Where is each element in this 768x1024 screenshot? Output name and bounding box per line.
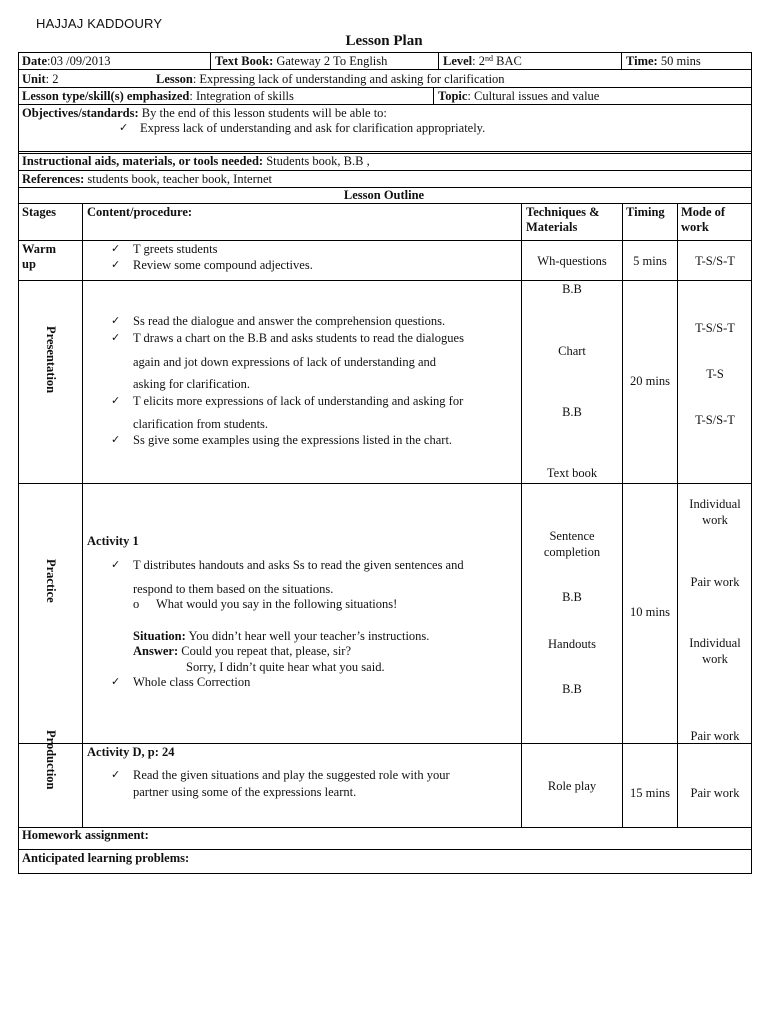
header-mode: Mode of	[681, 205, 726, 219]
lesson-field: Lesson: Expressing lack of understanding and asking for clarification	[156, 72, 505, 86]
check-icon: ✓	[111, 768, 121, 781]
presentation-material: Text book	[546, 466, 598, 480]
lesson-type-field: Lesson type/skill(s) emphasized: Integration of skills	[22, 89, 294, 103]
list-item: Ss read the dialogue and answer the comprehension questions.	[133, 314, 446, 328]
references-field: References: students book, teacher book, Internet	[22, 172, 273, 186]
practice-mode: Individual	[689, 636, 741, 650]
presentation-material: B.B	[562, 282, 582, 296]
practice-technique-2: completion	[543, 545, 601, 559]
aids-field: Instructional aids, materials, or tools needed: Students book, B.B ,	[22, 154, 370, 168]
header-work: work	[681, 220, 709, 234]
practice-mode: Pair work	[690, 575, 740, 589]
practice-mode: work	[702, 652, 728, 666]
list-item-cont: partner using some of the expressions learnt.	[133, 785, 357, 799]
list-item: T greets students	[133, 242, 218, 256]
list-item: Whole class Correction	[133, 675, 251, 689]
objective-item: Express lack of understanding and ask for clarification appropriately.	[140, 121, 486, 135]
list-item: Ss give some examples using the expressions listed in the chart.	[133, 433, 453, 447]
situation: Situation: You didn’t hear well your teacher’s instructions.	[133, 629, 430, 643]
practice-mode: work	[702, 513, 728, 527]
header-timing: Timing	[626, 205, 665, 219]
date-field: Date:03 /09/2013	[22, 54, 111, 68]
author-name: HAJJAJ KADDOURY	[36, 16, 163, 31]
sub-item: What would you say in the following situations!	[156, 597, 398, 611]
answer-2: Sorry, I didn’t quite hear what you said.	[186, 660, 385, 674]
header-materials: Materials	[526, 220, 578, 234]
presentation-material: B.B	[562, 405, 582, 419]
activity-title: Activity D, p: 24	[87, 745, 175, 759]
header-stages: Stages	[22, 205, 57, 219]
objectives-field: Objectives/standards: By the end of this lesson students will be able to:	[22, 106, 387, 120]
check-icon: ✓	[111, 242, 121, 255]
check-icon: ✓	[111, 258, 121, 271]
list-item: T draws a chart on the B.B and asks students to read the dialogues	[133, 331, 464, 345]
check-icon: ✓	[111, 558, 121, 571]
practice-timing: 10 mins	[630, 605, 670, 619]
list-item-cont: clarification from students.	[133, 417, 269, 431]
practice-material: Handouts	[548, 637, 596, 651]
list-item-cont: again and jot down expressions of lack of understanding and	[133, 355, 437, 369]
activity-title: Activity 1	[87, 534, 139, 548]
list-item: T elicits more expressions of lack of understanding and asking for	[133, 394, 464, 408]
answer: Answer: Could you repeat that, please, sir?	[133, 644, 352, 658]
stage-presentation: Presentation	[44, 326, 58, 394]
page-title: Lesson Plan	[345, 33, 423, 49]
topic-field: Topic: Cultural issues and value	[438, 89, 600, 103]
presentation-mode: T-S/S-T	[695, 321, 735, 335]
unit-field: Unit: 2	[22, 72, 59, 86]
list-item-cont: asking for clarification.	[133, 377, 250, 391]
list-item-cont: respond to them based on the situations.	[133, 582, 334, 596]
practice-technique: Sentence	[549, 529, 595, 543]
list-item: Read the given situations and play the suggested role with your	[133, 768, 450, 782]
practice-mode: Pair work	[690, 729, 740, 743]
practice-material: B.B	[562, 682, 582, 696]
check-icon: ✓	[111, 394, 121, 407]
header-techniques: Techniques &	[526, 205, 600, 219]
header-content: Content/procedure:	[87, 205, 193, 219]
textbook-field: Text Book: Gateway 2 To English	[215, 54, 388, 68]
warmup-technique: Wh-questions	[537, 254, 607, 268]
practice-material: B.B	[562, 590, 582, 604]
time-field: Time: 50 mins	[626, 54, 701, 68]
sub-bullet: o	[133, 597, 140, 611]
outline-title: Lesson Outline	[343, 188, 425, 202]
production-technique: Role play	[547, 779, 597, 793]
presentation-material: Chart	[558, 344, 586, 358]
presentation-timing: 20 mins	[630, 374, 670, 388]
stage-practice: Practice	[44, 559, 58, 603]
practice-mode: Individual	[689, 497, 741, 511]
stage-warmup: Warm	[22, 242, 57, 256]
check-icon: ✓	[111, 433, 121, 446]
list-item: T distributes handouts and asks Ss to read the given sentences and	[133, 558, 464, 572]
production-mode: Pair work	[690, 786, 740, 800]
presentation-mode: T-S	[706, 367, 724, 381]
production-timing: 15 mins	[630, 786, 670, 800]
warmup-mode: T-S/S-T	[695, 254, 735, 268]
check-icon: ✓	[111, 314, 121, 327]
check-icon: ✓	[119, 121, 129, 134]
warmup-timing: 5 mins	[633, 254, 667, 268]
presentation-mode: T-S/S-T	[695, 413, 735, 427]
level-field: Level: 2nd BAC	[443, 54, 522, 68]
list-item: Review some compound adjectives.	[133, 258, 313, 272]
problems-label: Anticipated learning problems:	[22, 851, 190, 865]
stage-production: Production	[44, 730, 58, 790]
check-icon: ✓	[111, 331, 121, 344]
check-icon: ✓	[111, 675, 121, 688]
stage-warmup-2: up	[22, 257, 36, 271]
homework-label: Homework assignment:	[22, 828, 149, 842]
